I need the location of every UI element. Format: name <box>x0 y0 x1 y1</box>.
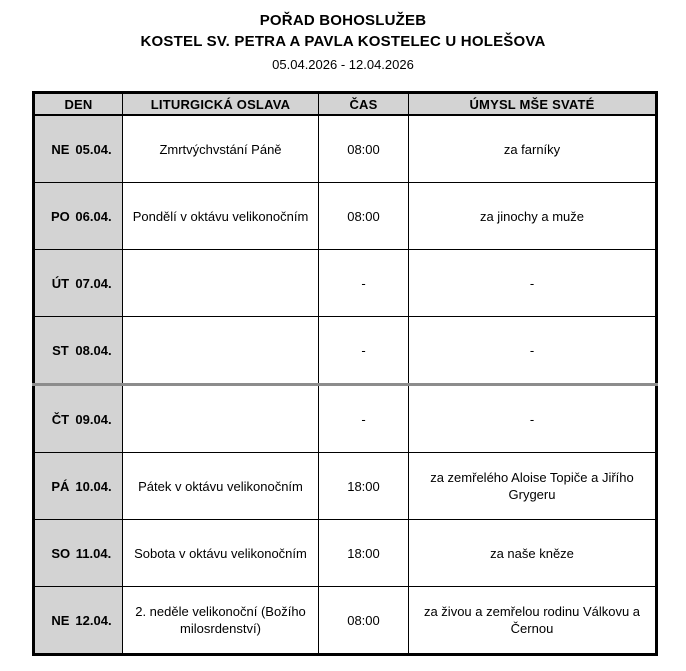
column-header-oslava: LITURGICKÁ OSLAVA <box>123 93 319 116</box>
table-row <box>34 520 657 587</box>
day-abbr: ST <box>52 342 69 358</box>
day-abbr: PÁ <box>51 478 70 494</box>
intention-cell: za živou a zemřelou rodinu Válkovu a Černou <box>409 587 657 655</box>
table-row <box>34 453 657 520</box>
day-cell <box>34 250 123 317</box>
table-row <box>34 385 657 453</box>
intention-cell: - <box>409 385 657 453</box>
celebration-cell <box>123 385 319 453</box>
time-cell: 08:00 <box>319 115 409 183</box>
time-cell: - <box>319 317 409 385</box>
day-cell <box>34 453 123 520</box>
day-cell <box>34 183 123 250</box>
table-row <box>34 317 657 385</box>
column-header-umysl: ÚMYSL MŠE SVATÉ <box>409 93 657 116</box>
intention-cell: za farníky <box>409 115 657 183</box>
time-cell: 08:00 <box>319 587 409 655</box>
time-cell: - <box>319 250 409 317</box>
day-date: 10.04. <box>75 478 112 494</box>
day-date: 09.04. <box>75 411 112 427</box>
day-abbr: ČT <box>51 411 70 427</box>
celebration-cell: 2. neděle velikonoční (Božího milosrdenství) <box>123 587 319 655</box>
day-date: 11.04. <box>75 545 112 561</box>
day-abbr: ÚT <box>51 275 70 291</box>
time-cell: - <box>319 385 409 453</box>
day-abbr: PO <box>51 208 70 224</box>
day-abbr: NE <box>51 141 70 157</box>
column-header-cas: ČAS <box>319 93 409 116</box>
celebration-cell: Sobota v oktávu velikonočním <box>123 520 319 587</box>
day-cell <box>34 115 123 183</box>
time-cell: 18:00 <box>319 520 409 587</box>
table-row <box>34 250 657 317</box>
day-cell <box>34 587 123 655</box>
intention-cell: za zemřelého Aloise Topiče a Jiřího Grygeru <box>409 453 657 520</box>
column-header-den: DEN <box>34 93 123 116</box>
intention-cell: za naše kněze <box>409 520 657 587</box>
document-header <box>0 0 686 75</box>
day-abbr: NE <box>51 612 70 628</box>
page-subtitle: KOSTEL SV. PETRA A PAVLA KOSTELEC U HOLEŠOVA <box>140 33 546 50</box>
time-cell: 08:00 <box>319 183 409 250</box>
table-row <box>34 587 657 655</box>
schedule-table <box>32 91 658 656</box>
day-abbr: SO <box>51 545 71 561</box>
celebration-cell: Pondělí v oktávu velikonočním <box>123 183 319 250</box>
celebration-cell: Zmrtvýchvstání Páně <box>123 115 319 183</box>
celebration-cell <box>123 317 319 385</box>
intention-cell: - <box>409 250 657 317</box>
table-row <box>34 183 657 250</box>
day-cell <box>34 520 123 587</box>
intention-cell: za jinochy a muže <box>409 183 657 250</box>
day-cell <box>34 317 123 385</box>
day-date: 05.04. <box>75 141 112 157</box>
day-cell <box>34 385 123 453</box>
celebration-cell: Pátek v oktávu velikonočním <box>123 453 319 520</box>
day-date: 07.04. <box>75 275 112 291</box>
date-range: 05.04.2026 - 12.04.2026 <box>272 57 414 72</box>
time-cell: 18:00 <box>319 453 409 520</box>
celebration-cell <box>123 250 319 317</box>
day-date: 12.04. <box>75 612 112 628</box>
page-title: POŘAD BOHOSLUŽEB <box>259 12 427 29</box>
table-row <box>34 115 657 183</box>
intention-cell: - <box>409 317 657 385</box>
table-header-row <box>34 93 657 116</box>
day-date: 08.04. <box>75 342 112 358</box>
day-date: 06.04. <box>75 208 112 224</box>
